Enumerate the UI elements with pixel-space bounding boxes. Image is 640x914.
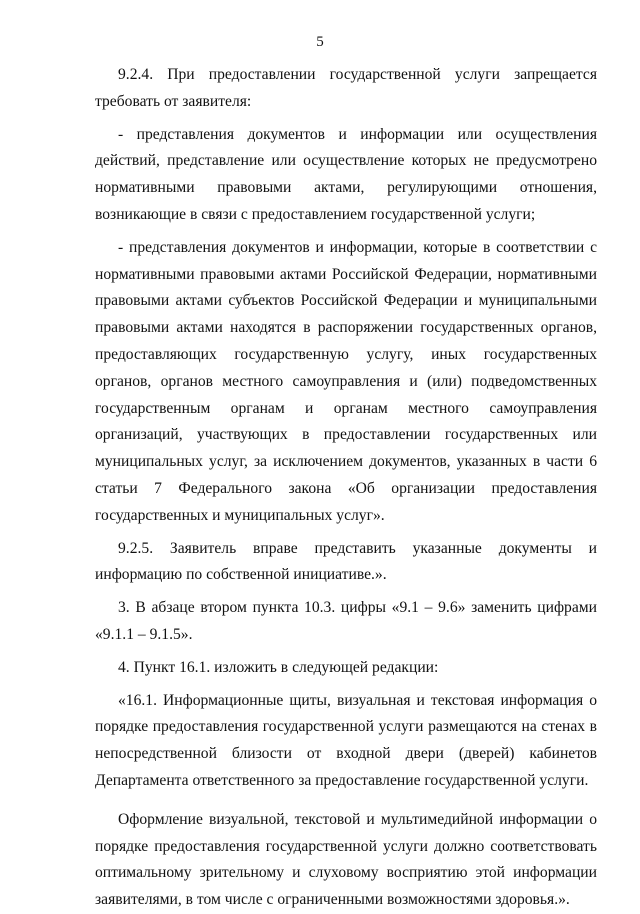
paragraph-item-3: 3. В абзаце втором пункта 10.3. цифры «9.1 – 9.6» заменить цифрами «9.1.1 – 9.1.5». [95,599,597,643]
paragraph-bullet-documents: - представления документов и информации, которые в соответствии с нормативными правовыми актами Российской Федерации, нормативными правовыми актами субъектов Российской Федерации и муниципальными правовыми актами находятся в распоряжении государственных органов, предоставляющих государственную услугу, иных государственных органов, органов местного самоуправления и (или) подведомственных государственным органам и органам местного самоуправления организаций, участвующих в предоставлении государственных или муниципальных услуг, за исключением документов, указанных в части 6 статьи 7 Федерального закона «Об организации предоставления государственных и муниципальных услуг». [95,238,597,524]
page-number: 5 [316,34,324,50]
paragraph-9-2-4: 9.2.4. При предоставлении государственной услуги запрещается требовать от заявителя: [95,66,597,110]
paragraph-design-info: Оформление визуальной, текстовой и мультимедийной информации о порядке предоставления государственной услуги должно соответствовать оптимальному зрительному и слуховому восприятию этой информации заявителями, в том числе с ограниченными возможностями здоровья.». [95,810,597,909]
paragraph-item-4: 4. Пункт 16.1. изложить в следующей редакции: [118,658,439,676]
paragraph-bullet-actions: - представления документов и информации или осуществления действий, представление или осуществление которых не предусмотрено нормативными правовыми актами, регулирующими отношения, возникающие в связи с предоставлением государственной услуги; [95,125,597,223]
document-body [95,62,597,914]
paragraph-9-2-5: 9.2.5. Заявитель вправе представить указанные документы и информацию по собственной инициативе.». [95,539,597,584]
paragraph-16-1: «16.1. Информационные щиты, визуальная и текстовая информация о порядке предоставления государственной услуги размещаются на стенах в непосредственной близости от входной двери (дверей) кабинетов Департамента ответственного за предоставление государственной услуги. [95,691,597,789]
